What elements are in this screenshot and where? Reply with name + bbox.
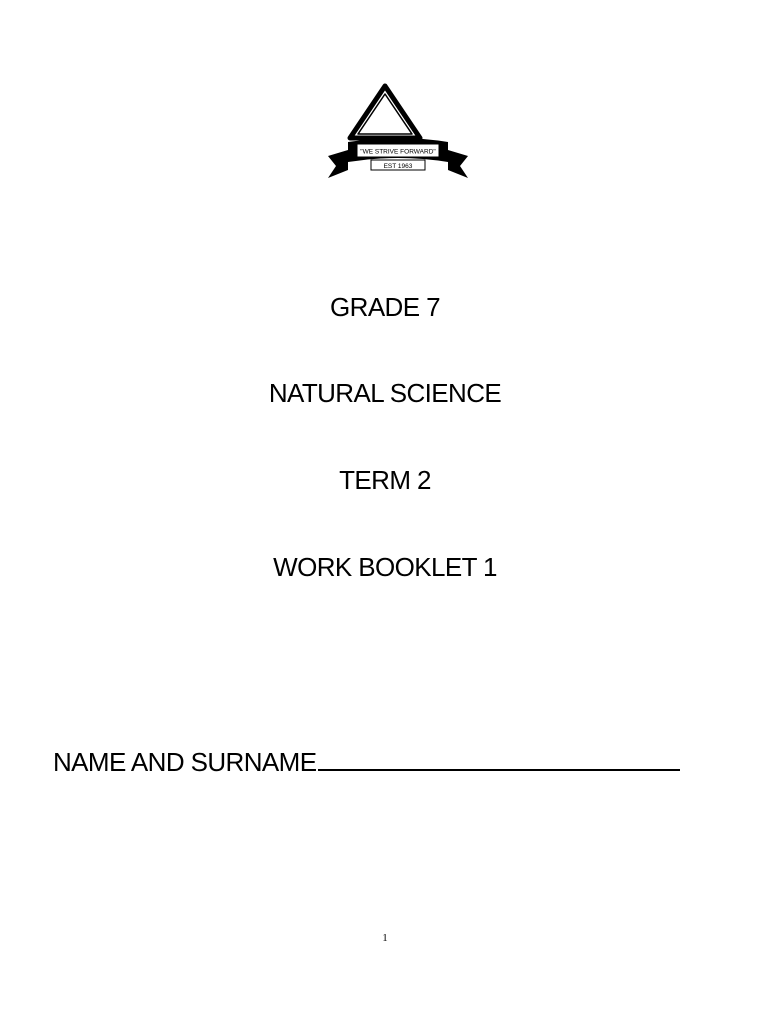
name-label: NAME AND SURNAME — [53, 747, 317, 777]
page-number: 1 — [382, 932, 388, 944]
logo-established: EST 1963 — [383, 163, 413, 170]
name-field — [53, 741, 680, 778]
term-heading: TERM 2 — [339, 465, 431, 495]
name-blank-line[interactable] — [318, 741, 680, 771]
subject-heading: NATURAL SCIENCE — [268, 378, 502, 408]
school-logo — [326, 82, 470, 184]
grade-heading: GRADE 7 — [330, 292, 440, 322]
booklet-heading: WORK BOOKLET 1 — [273, 552, 497, 582]
logo-motto: "WE STRIVE FORWARD" — [360, 148, 436, 156]
